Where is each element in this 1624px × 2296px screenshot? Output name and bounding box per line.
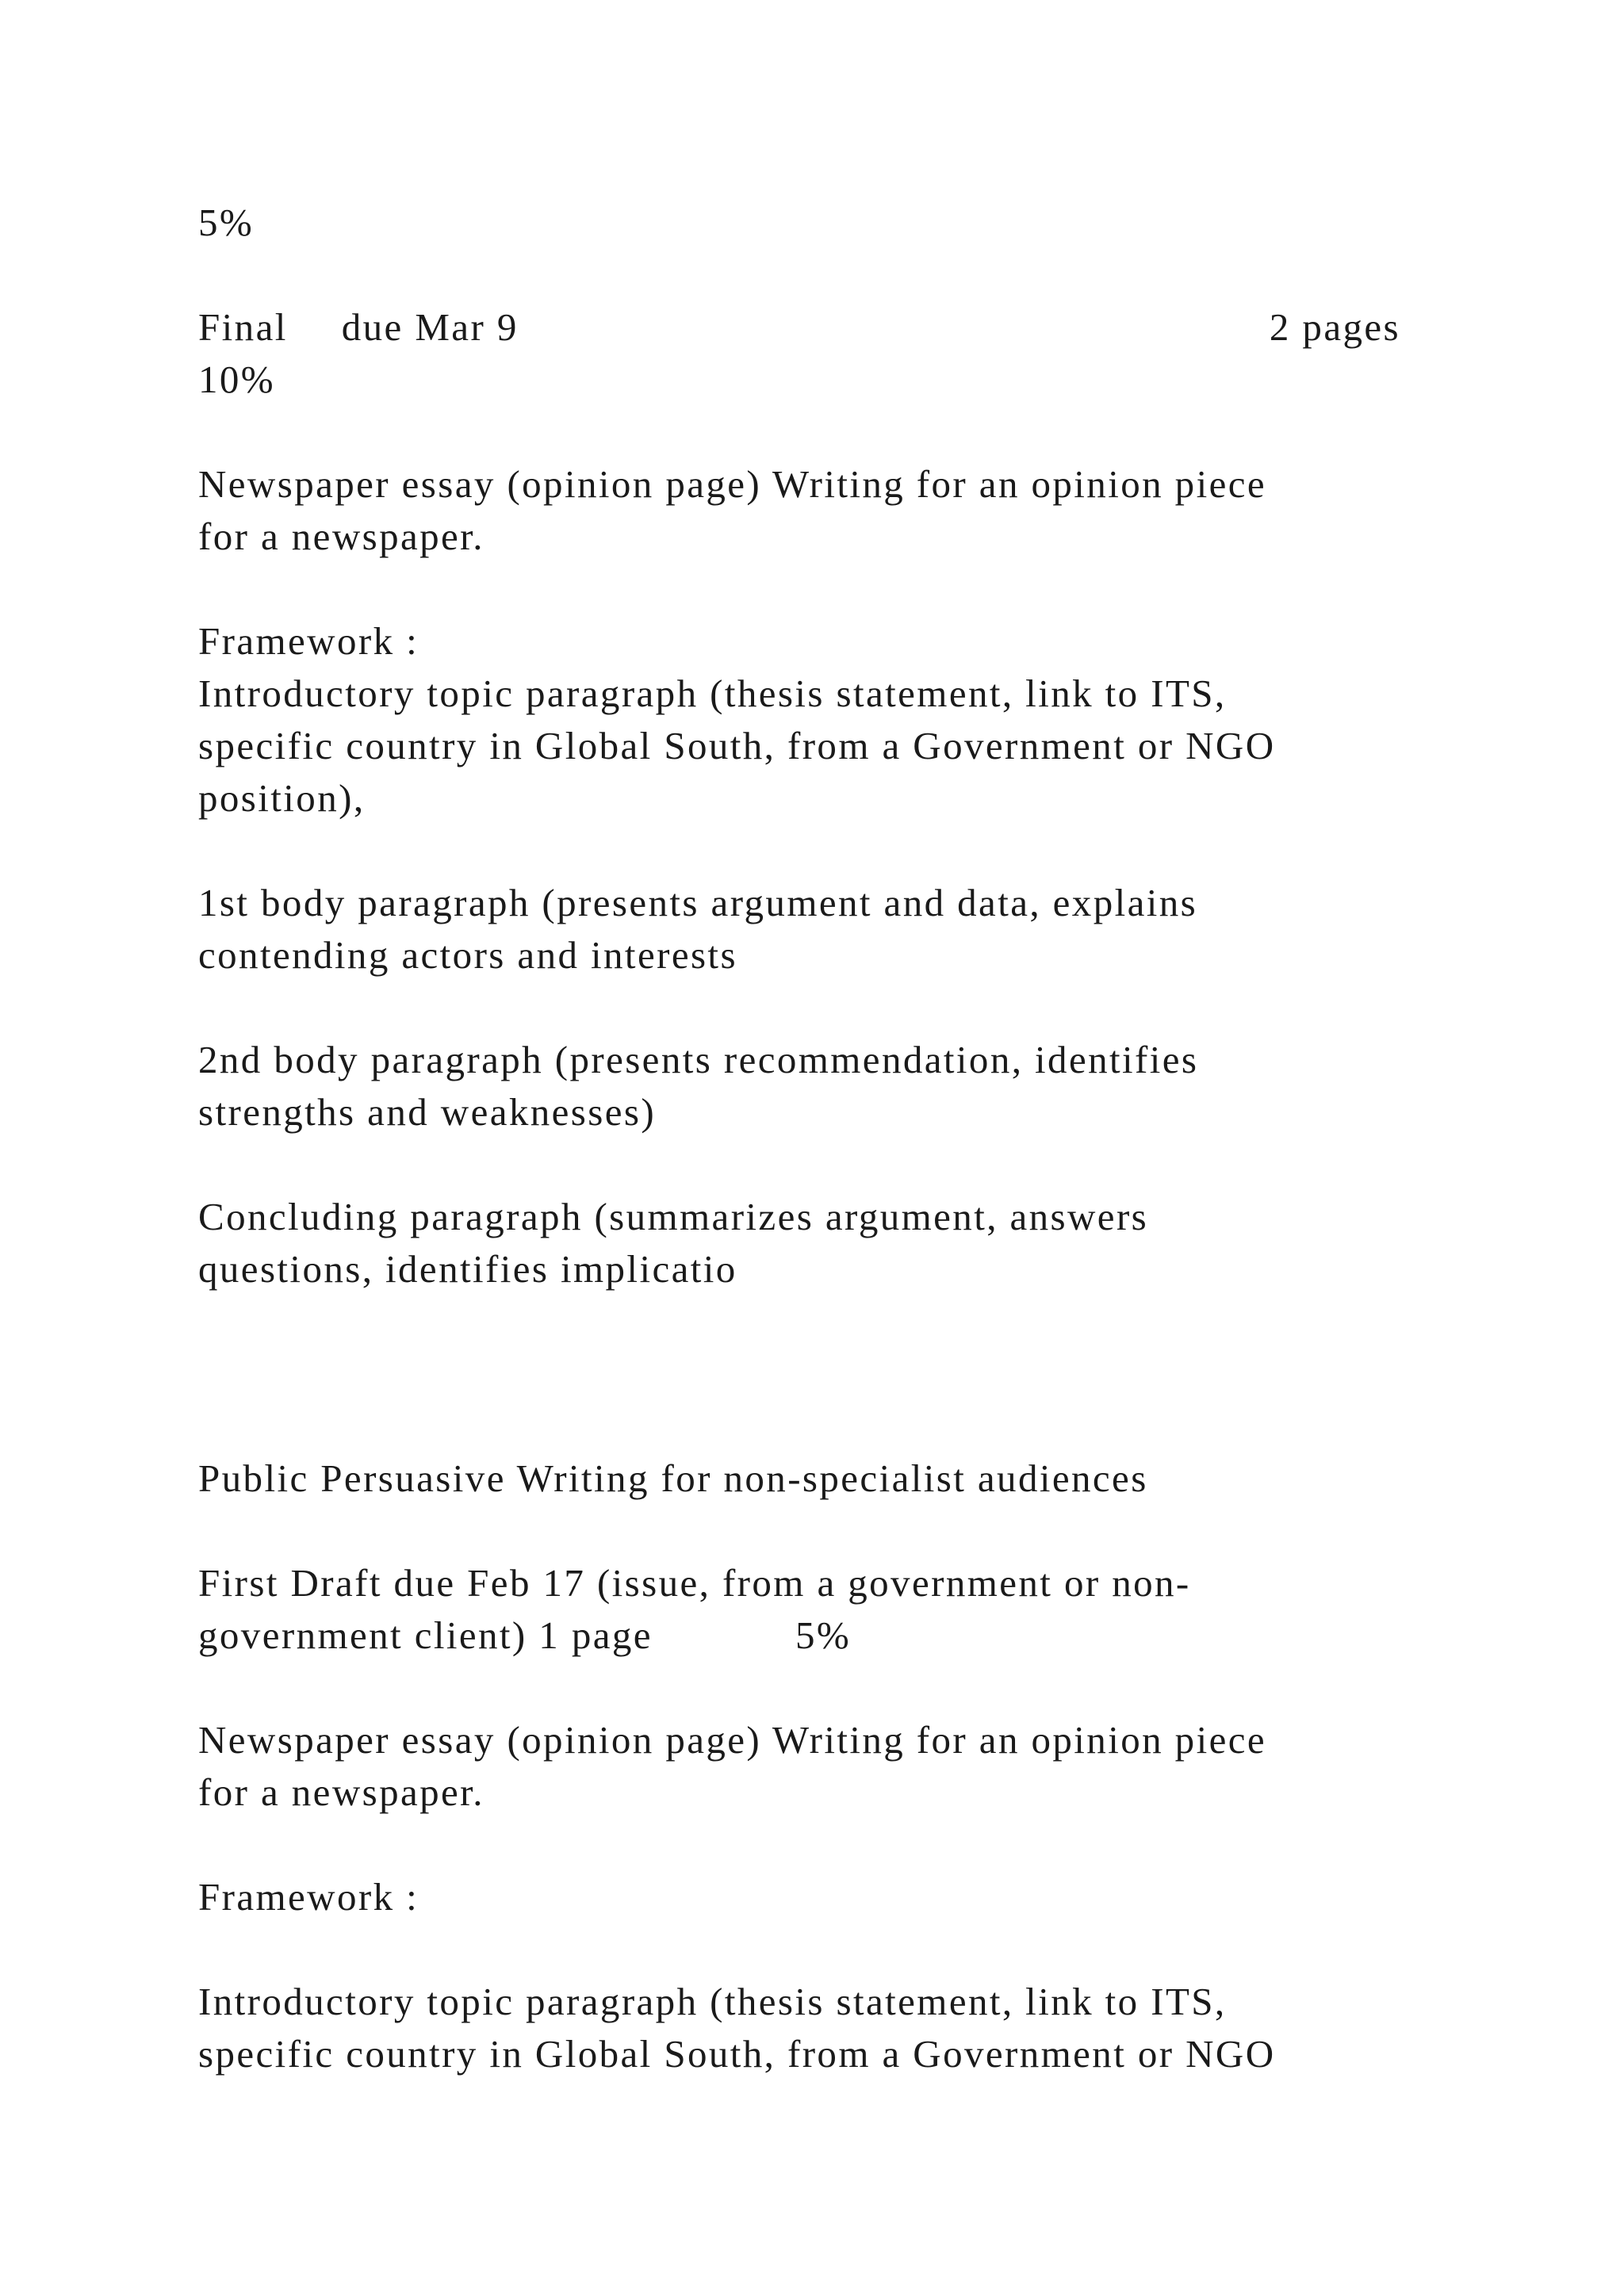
text-line: Introductory topic paragraph (thesis statement, link to ITS, — [198, 672, 1227, 715]
text-line: Concluding paragraph (summarizes argument, answers — [198, 1195, 1149, 1238]
text-line: specific country in Global South, from a Government or NGO — [198, 2032, 1276, 2076]
text-line: Framework : — [198, 619, 419, 663]
text-line: contending actors and interests — [198, 933, 737, 977]
text-line: 2nd body paragraph (presents recommendation, identifies — [198, 1038, 1199, 1081]
text-line: 1st body paragraph (presents argument and data, explains — [198, 881, 1198, 924]
text-line: questions, identifies implicatio — [198, 1247, 737, 1291]
text-line: 5% — [198, 201, 255, 244]
text-line: 10% — [198, 358, 276, 401]
text-line: specific country in Global South, from a Government or NGO — [198, 724, 1276, 767]
weight-percent: 5% — [795, 1613, 852, 1657]
client-text: government client) 1 page — [198, 1613, 653, 1657]
page-count: 2 pages — [1269, 305, 1400, 349]
final-label: Final — [198, 305, 288, 349]
text-line: Newspaper essay (opinion page) Writing for an opinion piece — [198, 1718, 1267, 1762]
text-line: for a newspaper. — [198, 515, 485, 558]
section-heading: Public Persuasive Writing for non-specialist audiences — [198, 1456, 1148, 1500]
text-line: for a newspaper. — [198, 1770, 485, 1814]
due-date: due Mar 9 — [341, 305, 519, 349]
text-line: strengths and weaknesses) — [198, 1090, 657, 1134]
text-line: position), — [198, 776, 366, 820]
text-line — [198, 301, 519, 354]
text-line — [198, 1609, 851, 1662]
text-line: Framework : — [198, 1875, 419, 1919]
text-line: First Draft due Feb 17 (issue, from a government or non- — [198, 1561, 1191, 1605]
text-line: Newspaper essay (opinion page) Writing for an opinion piece — [198, 462, 1267, 506]
text-line: Introductory topic paragraph (thesis statement, link to ITS, — [198, 1980, 1227, 2023]
